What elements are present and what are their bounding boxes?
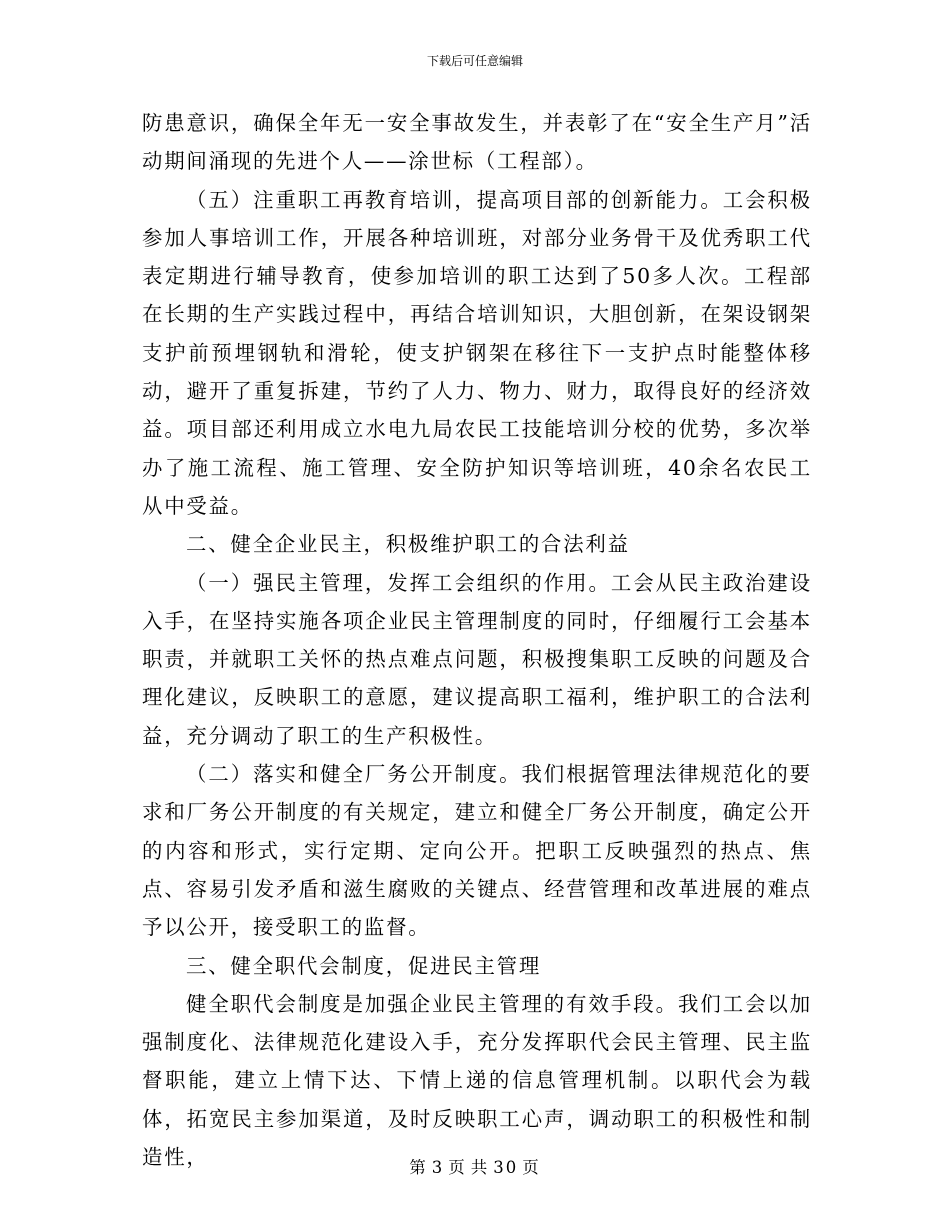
paragraph-workers-congress-system: 健全职代会制度是加强企业民主管理的有效手段。我们工会以加强制度化、法律规范化建设入手，充分发挥职代会民主管理、民主监督职能，建立上情下达、下情上递的信息管理机制。以职代会为载体，拓宽民主参加渠道，及时反映职工心声，调动职工的积极性和制造性， bbox=[142, 991, 812, 1170]
section-heading-enterprise-democracy: 二、健全企业民主，积极维护职工的合法利益 bbox=[186, 532, 630, 557]
footer-total-pages: 30 bbox=[493, 1158, 519, 1177]
footer-current-page: 3 bbox=[431, 1158, 445, 1177]
page-header: 下载后可任意编辑 bbox=[426, 54, 523, 68]
paragraph-factory-affairs-disclosure: （二）落实和健全厂务公开制度。我们根据管理法律规范化的要求和厂务公开制度的有关规定，建立和健全厂务公开制度，确定公开的内容和形式，实行定期、定向公开。把职工反映强烈的热点、焦点、容易引发矛盾和滋生腐败的关键点、经营管理和改革进展的难点予以公开，接受职工的监督。 bbox=[142, 762, 812, 940]
paragraph-staff-training: （五）注重职工再教育培训，提高项目部的创新能力。工会积极参加人事培训工作，开展各种培训班，对部分业务骨干及优秀职工代表定期进行辅导教育，使参加培训的职工达到了50多人次。工程部在长期的生产实践过程中，再结合培训知识，大胆创新，在架设钢架支护前预埋钢轨和滑轮，使支护钢架在移往下一支护点时能整体移动，避开了重复拆建，节约了人力、物力、财力，取得良好的经济效益。项目部还利用成立水电九局农民工技能培训分校的优势，多次举办了施工流程、施工管理、安全防护知识等培训班，40余名农民工从中受益。 bbox=[142, 187, 812, 518]
footer-prefix: 第 bbox=[409, 1158, 428, 1177]
document-body bbox=[142, 104, 812, 1176]
footer-page-word: 页 bbox=[448, 1158, 467, 1177]
footer-suffix: 页 bbox=[522, 1158, 541, 1177]
page-footer bbox=[0, 1154, 950, 1178]
paragraph-democratic-management: （一）强民主管理，发挥工会组织的作用。工会从民主政治建设入手，在坚持实施各项企业民主管理制度的同时，仔细履行工会基本职责，并就职工关怀的热点难点问题，积极搜集职工反映的问题及合理化建议，反映职工的意愿，建议提高职工福利，维护职工的合法利益，充分调动了职工的生产积极性。 bbox=[142, 570, 812, 748]
paragraph-safety-awareness: 防患意识，确保全年无一安全事故发生，并表彰了在“安全生产月”活动期间涌现的先进个人——涂世标（工程部）。 bbox=[142, 111, 812, 174]
footer-total-word: 共 bbox=[470, 1158, 490, 1177]
section-heading-workers-congress: 三、健全职代会制度，促进民主管理 bbox=[186, 953, 542, 978]
